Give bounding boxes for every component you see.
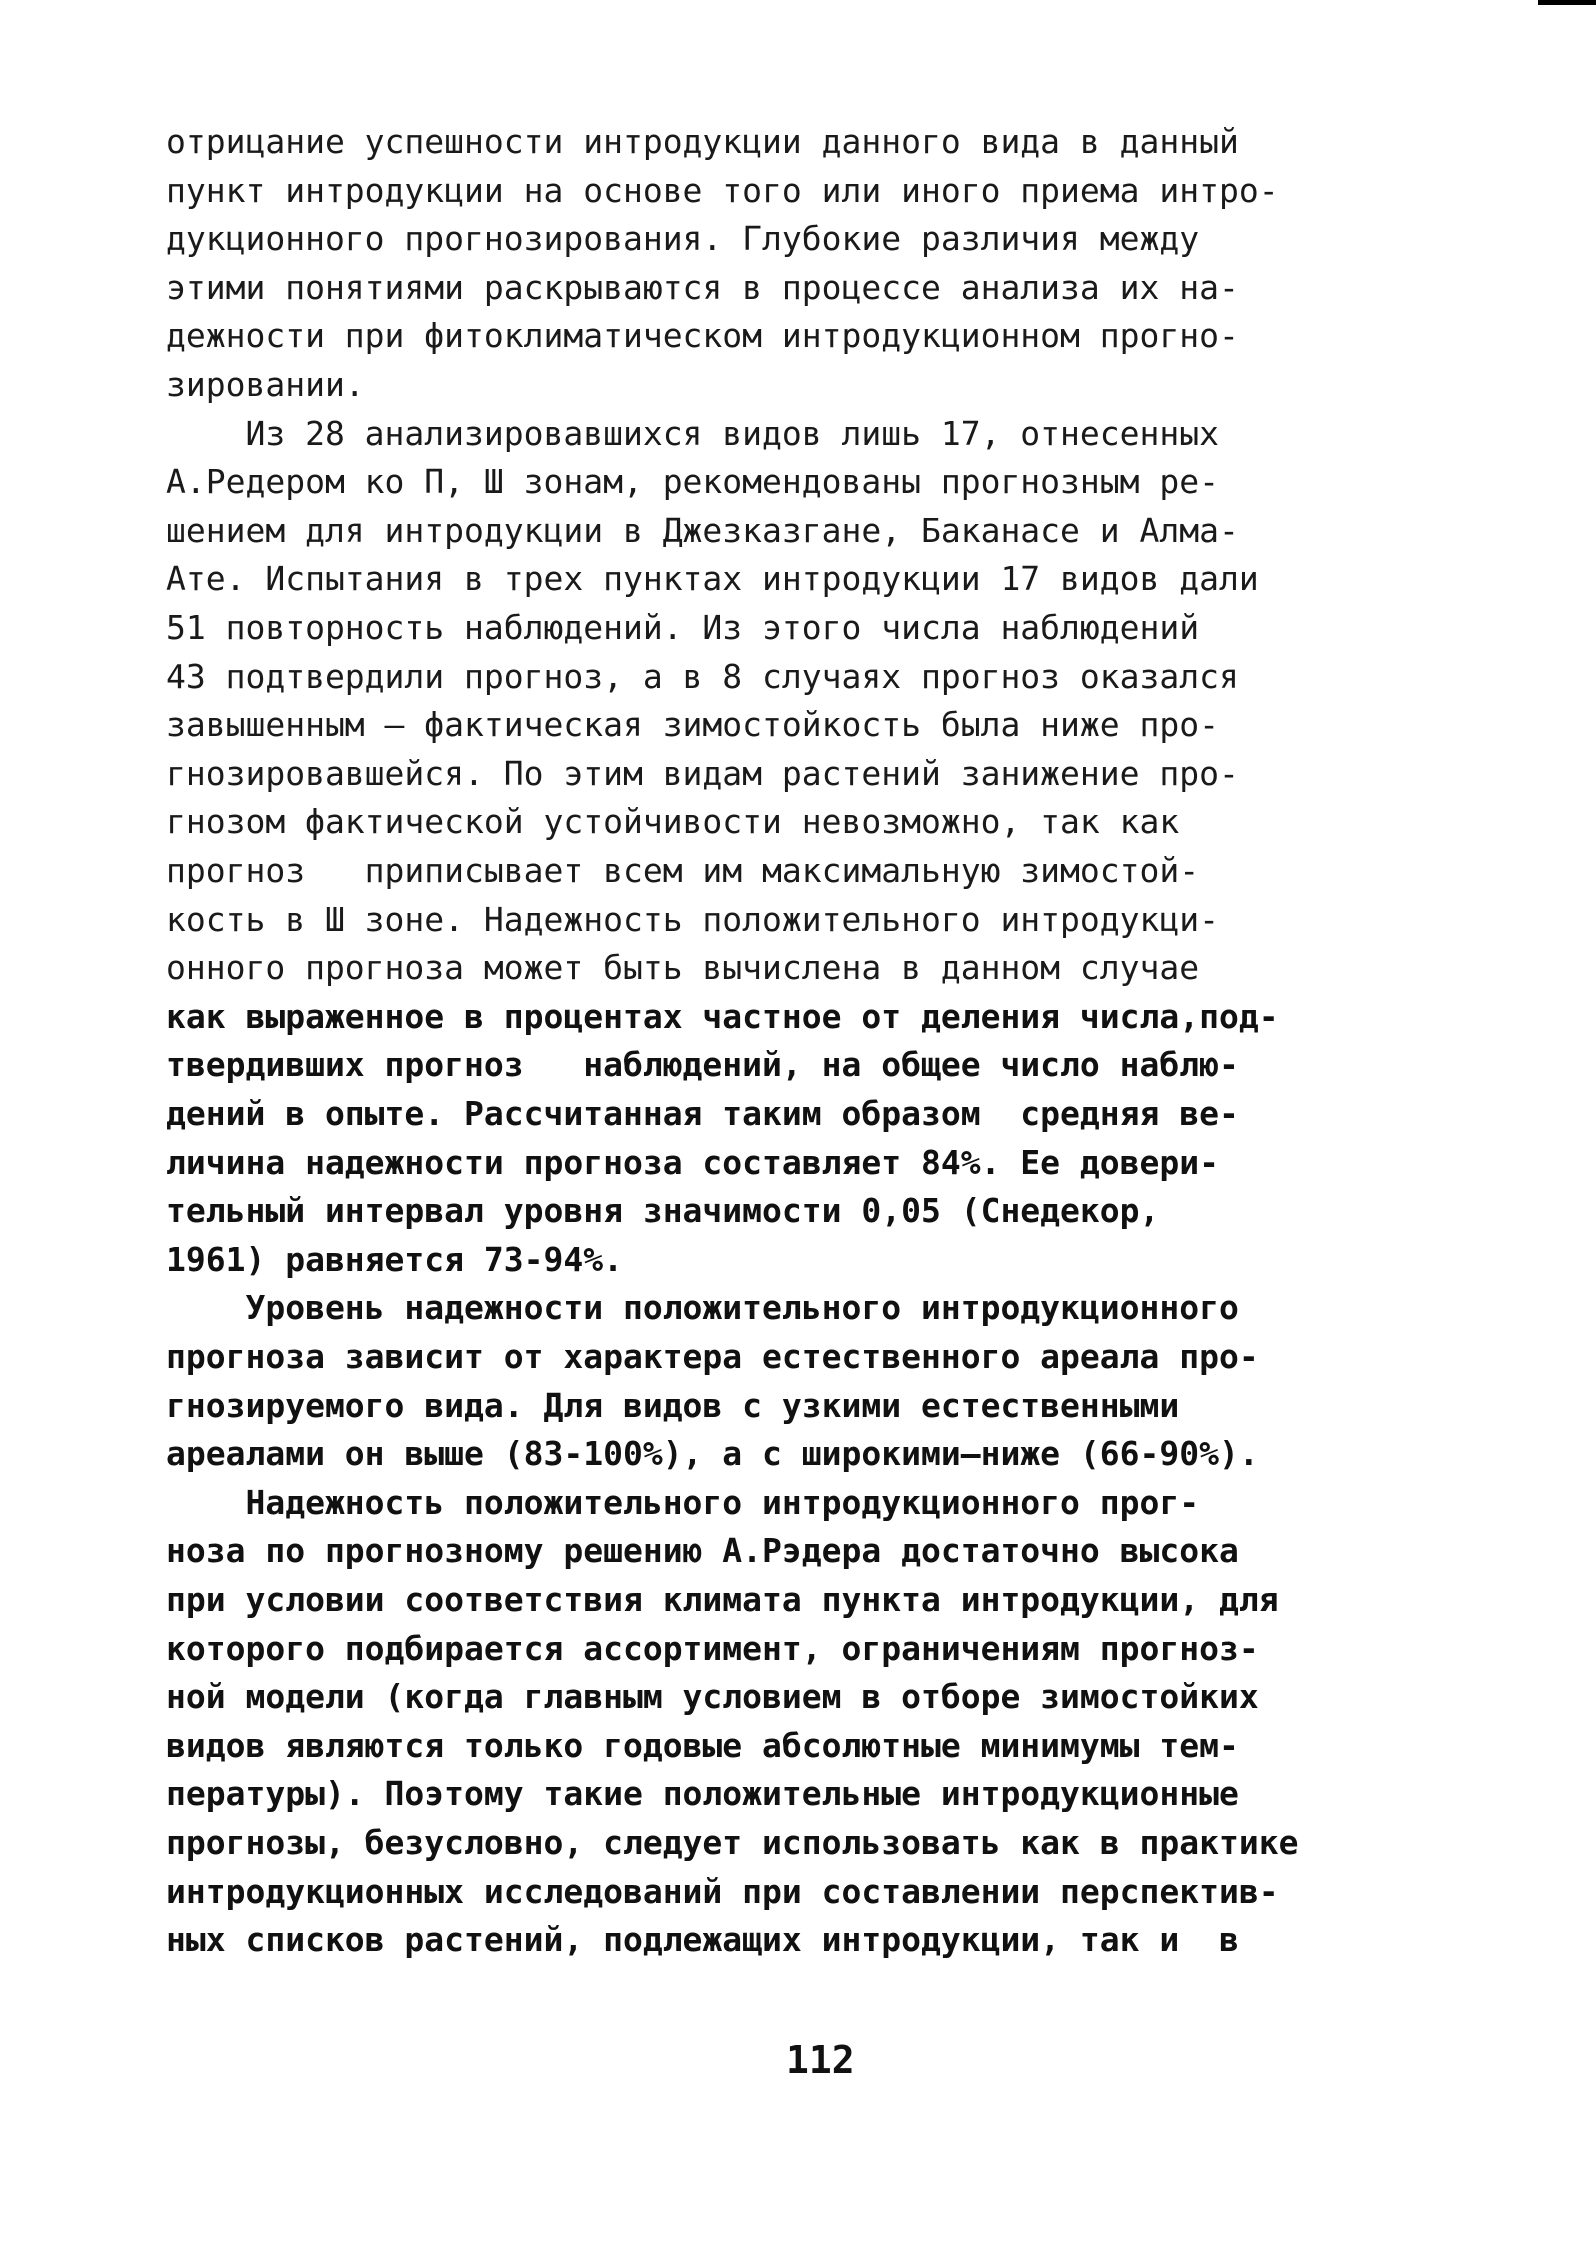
text-line: онного прогноза может быть вычислена в данном случае xyxy=(166,948,1200,988)
page-number: 112 xyxy=(786,2038,855,2082)
text-line: пературы). Поэтому такие положительные интродукционные xyxy=(166,1774,1239,1814)
text-line: ноза по прогнозному решению А.Рэдера достаточно высока xyxy=(166,1531,1239,1571)
text-line: дукционного прогнозирования. Глубокие различия между xyxy=(166,219,1200,259)
text-line: Из 28 анализировавшихся видов лишь 17, отнесенных xyxy=(166,413,1219,453)
text-line: ной модели (когда главным условием в отборе зимостойких xyxy=(166,1677,1259,1717)
text-line: которого подбирается ассортимент, ограничениям прогноз- xyxy=(166,1628,1259,1668)
text-line: Уровень надежности положительного интродукционного xyxy=(166,1288,1239,1328)
text-line: дежности при фитоклиматическом интродукционном прогно- xyxy=(166,316,1239,356)
text-line: зировании. xyxy=(166,365,365,404)
text-line: гнозировавшейся. По этим видам растений занижение про- xyxy=(166,753,1239,793)
text-line: интродукционных исследований при составлении перспектив- xyxy=(166,1871,1279,1911)
text-line: дений в опыте. Рассчитанная таким образом средняя ве- xyxy=(166,1094,1239,1133)
text-line: личина надежности прогноза составляет 84%. Ее довери- xyxy=(166,1142,1219,1182)
text-line: прогноз приписывает всем им максимальную зимостой- xyxy=(166,851,1200,890)
text-line: завышенным – фактическая зимостойкость была ниже про- xyxy=(166,705,1219,745)
text-line: пункт интродукции на основе того или иного приема интро- xyxy=(166,170,1279,210)
text-line: как выраженное в процентах частное от деления числа,под- xyxy=(166,996,1279,1036)
text-line: 51 повторность наблюдений. Из этого числа наблюдений xyxy=(166,608,1200,647)
text-line: гнозируемого вида. Для видов с узкими естественными xyxy=(166,1385,1180,1425)
text-line: шением для интродукции в Джезказгане, Баканасе и Алма- xyxy=(166,510,1239,550)
text-line: Ате. Испытания в трех пунктах интродукции 17 видов дали xyxy=(166,559,1259,599)
text-line: 43 подтвердили прогноз, а в 8 случаях прогноз оказался xyxy=(166,656,1239,696)
text-line: ареалами он выше (83-100%), а с широкими–ниже (66-90%). xyxy=(166,1434,1259,1474)
text-line: тельный интервал уровня значимости 0,05 (Снедекор, xyxy=(166,1191,1160,1231)
text-line: видов являются только годовые абсолютные минимумы тем- xyxy=(166,1725,1239,1765)
text-line: прогноза зависит от характера естественного ареала про- xyxy=(166,1337,1259,1376)
text-line: при условии соответствия климата пункта интродукции, для xyxy=(166,1580,1279,1619)
text-line: 1961) равняется 73-94%. xyxy=(166,1239,623,1279)
text-line: Надежность положительного интродукционного прог- xyxy=(166,1482,1200,1522)
text-line: этими понятиями раскрываются в процессе анализа их на- xyxy=(166,267,1239,307)
text-line: А.Редером ко П, Ш зонам, рекомендованы прогнозным ре- xyxy=(166,462,1219,502)
text-line: ных списков растений, подлежащих интродукции, так и в xyxy=(166,1920,1239,1960)
text-line: твердивших прогноз наблюдений, на общее число наблю- xyxy=(166,1045,1239,1085)
text-line: кость в Ш зоне. Надежность положительного интродукци- xyxy=(166,899,1219,939)
text-line: отрицание успешности интродукции данного вида в данный xyxy=(166,122,1239,161)
text-line: гнозом фактической устойчивости невозможно, так как xyxy=(166,802,1180,842)
text-line: прогнозы, безусловно, следует использовать как в практике xyxy=(166,1823,1299,1862)
